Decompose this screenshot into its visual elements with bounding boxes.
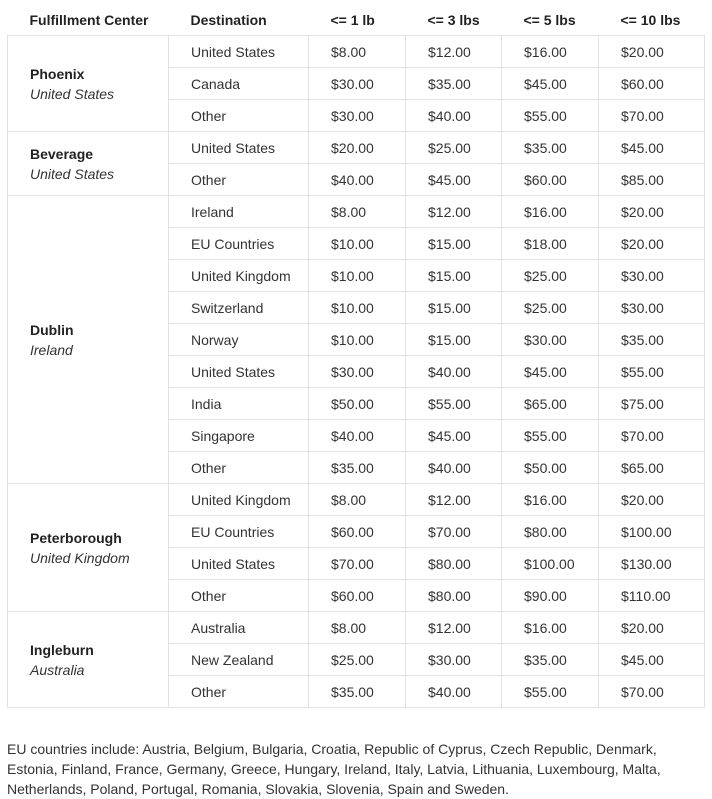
- rate-5lbs-cell: $55.00: [502, 100, 599, 132]
- table-row: [8, 196, 705, 228]
- rate-5lbs-cell: $50.00: [502, 452, 599, 484]
- destination-cell: EU Countries: [169, 516, 309, 548]
- header-fulfillment-center: Fulfillment Center: [8, 4, 169, 36]
- rate-1lb-cell: $60.00: [309, 580, 406, 612]
- rate-5lbs-cell: $100.00: [502, 548, 599, 580]
- header-1lb: <= 1 lb: [309, 4, 406, 36]
- destination-cell: United States: [169, 36, 309, 68]
- rate-10lbs-cell: $55.00: [599, 356, 705, 388]
- shipping-rates-table: [7, 4, 705, 708]
- rate-1lb-cell: $40.00: [309, 420, 406, 452]
- rate-3lbs-cell: $25.00: [406, 132, 502, 164]
- rate-5lbs-cell: $35.00: [502, 132, 599, 164]
- rate-10lbs-cell: $20.00: [599, 228, 705, 260]
- rate-1lb-cell: $35.00: [309, 676, 406, 708]
- rate-10lbs-cell: $20.00: [599, 196, 705, 228]
- destination-cell: Canada: [169, 68, 309, 100]
- rate-10lbs-cell: $70.00: [599, 100, 705, 132]
- rate-5lbs-cell: $35.00: [502, 644, 599, 676]
- center-country: Australia: [30, 661, 85, 678]
- table-row: [8, 36, 705, 68]
- rate-3lbs-cell: $15.00: [406, 260, 502, 292]
- rate-3lbs-cell: $45.00: [406, 164, 502, 196]
- rate-5lbs-cell: $16.00: [502, 612, 599, 644]
- rate-1lb-cell: $8.00: [309, 196, 406, 228]
- destination-cell: Singapore: [169, 420, 309, 452]
- destination-cell: United States: [169, 356, 309, 388]
- rate-1lb-cell: $30.00: [309, 68, 406, 100]
- rate-5lbs-cell: $25.00: [502, 292, 599, 324]
- rate-3lbs-cell: $45.00: [406, 420, 502, 452]
- rate-10lbs-cell: $130.00: [599, 548, 705, 580]
- destination-cell: Australia: [169, 612, 309, 644]
- eu-countries-footnote: EU countries include: Austria, Belgium, Bulgaria, Croatia, Republic of Cyprus, Czech Republic, Denmark, Estonia, Finland, France, Germany, Greece, Hungary, Ireland, Italy, Latvia, Lithuania, Luxembourg, Malta, Netherlands, Poland, Portugal, Romania, Slovakia, Slovenia, Spain and Sweden.: [7, 741, 661, 797]
- header-3lbs: <= 3 lbs: [406, 4, 502, 36]
- fulfillment-center-cell: [8, 612, 169, 708]
- rate-3lbs-cell: $80.00: [406, 548, 502, 580]
- rate-3lbs-cell: $30.00: [406, 644, 502, 676]
- rate-3lbs-cell: $35.00: [406, 68, 502, 100]
- rate-1lb-cell: $10.00: [309, 260, 406, 292]
- rate-3lbs-cell: $40.00: [406, 100, 502, 132]
- rate-3lbs-cell: $12.00: [406, 36, 502, 68]
- rate-5lbs-cell: $30.00: [502, 324, 599, 356]
- destination-cell: Other: [169, 580, 309, 612]
- rate-3lbs-cell: $40.00: [406, 452, 502, 484]
- center-country: United States: [30, 85, 115, 102]
- destination-cell: United Kingdom: [169, 484, 309, 516]
- fulfillment-center-cell: [8, 484, 169, 612]
- rate-1lb-cell: $10.00: [309, 228, 406, 260]
- center-name: Phoenix: [30, 65, 85, 82]
- rate-5lbs-cell: $16.00: [502, 484, 599, 516]
- rate-1lb-cell: $70.00: [309, 548, 406, 580]
- rate-3lbs-cell: $12.00: [406, 612, 502, 644]
- center-name: Dublin: [30, 321, 74, 338]
- rate-10lbs-cell: $20.00: [599, 484, 705, 516]
- rate-10lbs-cell: $45.00: [599, 644, 705, 676]
- destination-cell: United Kingdom: [169, 260, 309, 292]
- fulfillment-center-cell: [8, 196, 169, 484]
- rate-3lbs-cell: $15.00: [406, 292, 502, 324]
- destination-cell: Other: [169, 164, 309, 196]
- rate-3lbs-cell: $55.00: [406, 388, 502, 420]
- table-row: [8, 484, 705, 516]
- rate-3lbs-cell: $12.00: [406, 484, 502, 516]
- rate-1lb-cell: $35.00: [309, 452, 406, 484]
- rate-5lbs-cell: $90.00: [502, 580, 599, 612]
- rate-1lb-cell: $25.00: [309, 644, 406, 676]
- rate-10lbs-cell: $85.00: [599, 164, 705, 196]
- rate-10lbs-cell: $35.00: [599, 324, 705, 356]
- destination-cell: India: [169, 388, 309, 420]
- center-country: United Kingdom: [30, 549, 130, 566]
- rate-3lbs-cell: $12.00: [406, 196, 502, 228]
- rate-3lbs-cell: $40.00: [406, 676, 502, 708]
- rate-5lbs-cell: $16.00: [502, 36, 599, 68]
- rate-3lbs-cell: $80.00: [406, 580, 502, 612]
- header-5lbs: <= 5 lbs: [502, 4, 599, 36]
- rate-5lbs-cell: $25.00: [502, 260, 599, 292]
- destination-cell: Switzerland: [169, 292, 309, 324]
- rate-10lbs-cell: $65.00: [599, 452, 705, 484]
- rate-5lbs-cell: $16.00: [502, 196, 599, 228]
- destination-cell: Other: [169, 100, 309, 132]
- rate-3lbs-cell: $15.00: [406, 324, 502, 356]
- rate-1lb-cell: $20.00: [309, 132, 406, 164]
- header-destination: Destination: [169, 4, 309, 36]
- center-name: Ingleburn: [30, 641, 94, 658]
- rate-5lbs-cell: $55.00: [502, 420, 599, 452]
- rate-3lbs-cell: $70.00: [406, 516, 502, 548]
- destination-cell: United States: [169, 548, 309, 580]
- rate-1lb-cell: $8.00: [309, 484, 406, 516]
- destination-cell: Ireland: [169, 196, 309, 228]
- rate-10lbs-cell: $45.00: [599, 132, 705, 164]
- fulfillment-center-cell: [8, 132, 169, 196]
- rate-10lbs-cell: $75.00: [599, 388, 705, 420]
- rate-10lbs-cell: $20.00: [599, 612, 705, 644]
- rate-10lbs-cell: $30.00: [599, 260, 705, 292]
- center-name: Beverage: [30, 145, 94, 162]
- table-row: [8, 612, 705, 644]
- table-row: [8, 132, 705, 164]
- rate-1lb-cell: $50.00: [309, 388, 406, 420]
- rate-10lbs-cell: $70.00: [599, 676, 705, 708]
- rate-10lbs-cell: $20.00: [599, 36, 705, 68]
- destination-cell: EU Countries: [169, 228, 309, 260]
- rate-5lbs-cell: $65.00: [502, 388, 599, 420]
- center-name: Peterborough: [30, 529, 122, 546]
- rate-1lb-cell: $40.00: [309, 164, 406, 196]
- rate-1lb-cell: $30.00: [309, 100, 406, 132]
- rate-5lbs-cell: $45.00: [502, 68, 599, 100]
- rate-1lb-cell: $10.00: [309, 292, 406, 324]
- rate-3lbs-cell: $40.00: [406, 356, 502, 388]
- table-body: [8, 36, 705, 708]
- destination-cell: Norway: [169, 324, 309, 356]
- rate-10lbs-cell: $60.00: [599, 68, 705, 100]
- rate-5lbs-cell: $45.00: [502, 356, 599, 388]
- fulfillment-center-cell: [8, 36, 169, 132]
- rate-5lbs-cell: $60.00: [502, 164, 599, 196]
- rate-1lb-cell: $8.00: [309, 36, 406, 68]
- destination-cell: Other: [169, 452, 309, 484]
- rate-1lb-cell: $60.00: [309, 516, 406, 548]
- destination-cell: New Zealand: [169, 644, 309, 676]
- rate-10lbs-cell: $30.00: [599, 292, 705, 324]
- destination-cell: Other: [169, 676, 309, 708]
- rate-10lbs-cell: $100.00: [599, 516, 705, 548]
- rate-10lbs-cell: $70.00: [599, 420, 705, 452]
- rate-1lb-cell: $8.00: [309, 612, 406, 644]
- center-country: Ireland: [30, 341, 73, 358]
- rate-3lbs-cell: $15.00: [406, 228, 502, 260]
- rate-1lb-cell: $10.00: [309, 324, 406, 356]
- destination-cell: United States: [169, 132, 309, 164]
- rate-10lbs-cell: $110.00: [599, 580, 705, 612]
- rate-5lbs-cell: $80.00: [502, 516, 599, 548]
- header-row: [8, 4, 705, 36]
- rate-1lb-cell: $30.00: [309, 356, 406, 388]
- header-10lbs: <= 10 lbs: [599, 4, 705, 36]
- rate-5lbs-cell: $18.00: [502, 228, 599, 260]
- rate-5lbs-cell: $55.00: [502, 676, 599, 708]
- center-country: United States: [30, 165, 115, 182]
